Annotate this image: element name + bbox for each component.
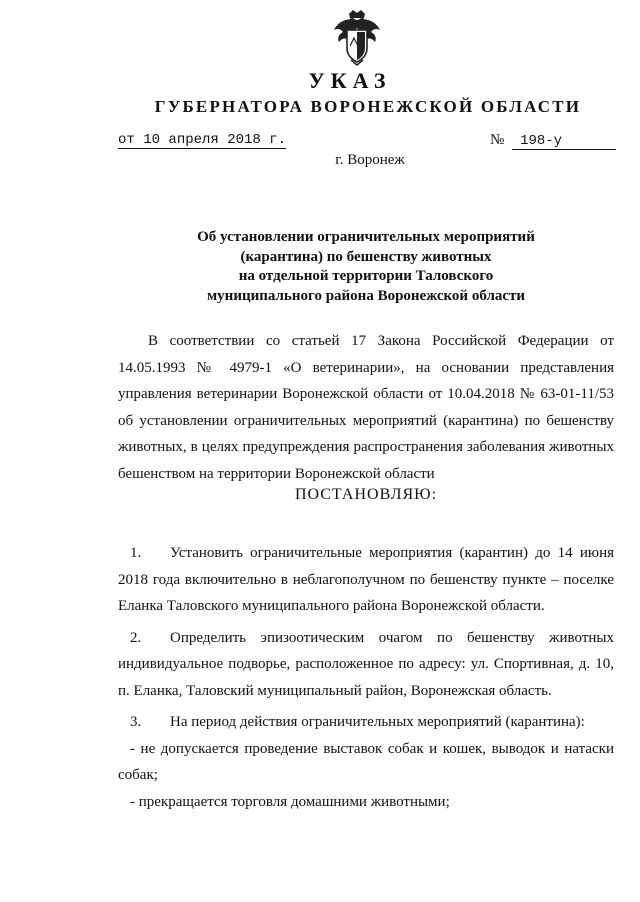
sub-list-item: - не допускается проведение выставок собак и кошек, выводок и натаски собак; xyxy=(118,740,614,783)
document-number xyxy=(490,132,616,150)
document-date xyxy=(118,132,286,148)
decree-items xyxy=(118,540,614,815)
sub-list-item: - прекращается торговля домашними животными; xyxy=(130,793,450,810)
document-city: г. Воронеж xyxy=(335,152,405,168)
item-text: Определить эпизоотическим очагом по бешенству животных индивидуальное подворье, расположенное по адресу: ул. Спортивная, д. 10, п. Еланка, Таловский муниципальный район, Воронежская область. xyxy=(118,629,614,699)
decree-word: ПОСТАНОВЛЯЮ: xyxy=(294,486,438,503)
list-item xyxy=(118,540,614,620)
item-number: 3. xyxy=(130,714,142,730)
item-text: Установить ограничительные мероприятия (карантин) до 14 июня 2018 года включительно в неблагополучном по бешенству пункте – поселке Еланка Таловского муниципального района Воронежской области. xyxy=(118,545,614,614)
heading-line: (карантина) по бешенству животных xyxy=(240,248,492,265)
number-value: 198-у xyxy=(512,133,616,150)
document-title: УКАЗ xyxy=(308,68,392,93)
heading-line: муниципального района Воронежской области xyxy=(206,287,526,304)
item-number: 2. xyxy=(130,629,142,646)
preamble-block xyxy=(118,328,614,487)
coat-of-arms-icon xyxy=(331,8,383,66)
list-item xyxy=(118,709,614,736)
document-subtitle: ГУБЕРНАТОРА ВОРОНЕЖСКОЙ ОБЛАСТИ xyxy=(154,97,582,116)
list-item xyxy=(118,625,614,705)
item-text: На период действия ограничительных мероприятий (карантина): xyxy=(170,714,585,730)
item-number: 1. xyxy=(130,545,142,561)
preamble-paragraph: В соответствии со статьей 17 Закона Российской Федерации от 14.05.1993 № 4979-1 «О ветеринарии», на основании представления управления ветеринарии Воронежской области от 10.04.2018 № 63-01-11/53 об установлении ограничительных мероприятий (карантина) по бешенству животных, в целях предупреждения распространения заболевания животных бешенством на территории Воронежской области xyxy=(118,333,614,482)
heading-line: на отдельной территории Таловского xyxy=(238,268,494,284)
document-heading xyxy=(0,228,640,306)
number-label: № xyxy=(490,132,505,148)
date-value: 10 апреля 2018 г. xyxy=(143,132,287,148)
heading-line: Об установлении ограничительных мероприятий xyxy=(197,229,535,245)
date-prefix: от xyxy=(118,132,135,148)
